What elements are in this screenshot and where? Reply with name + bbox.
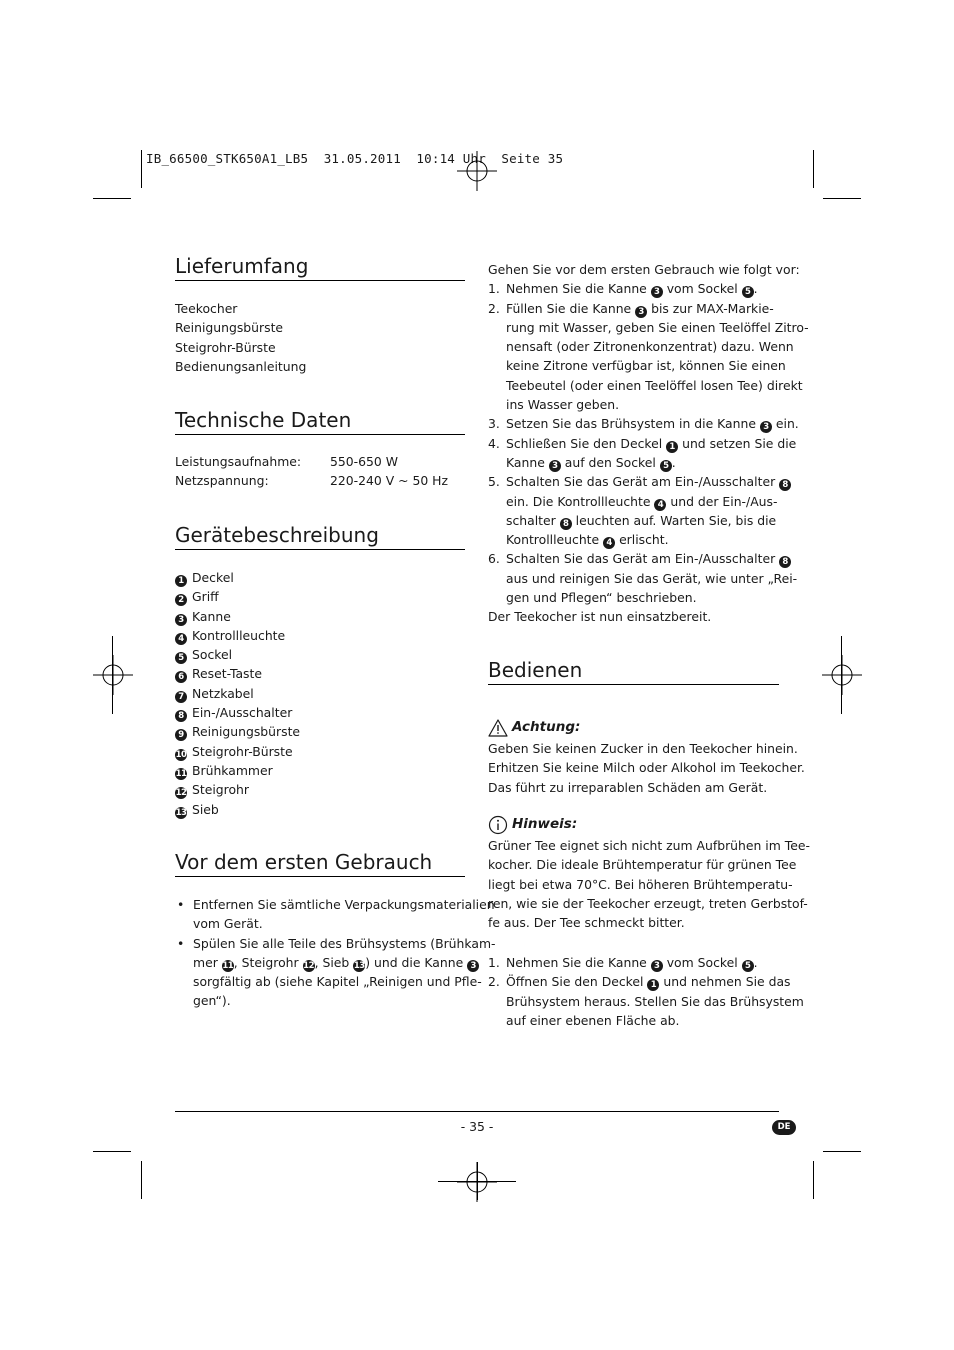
step-number: 1. bbox=[488, 281, 500, 297]
text-line: Entfernen Sie sämtliche Verpackungsmaterialien bbox=[193, 897, 495, 912]
text-line: vom Gerät. bbox=[193, 916, 263, 932]
list-item bbox=[175, 761, 465, 780]
part-label: Sockel bbox=[192, 647, 233, 663]
print-slug: IB_66500_STK650A1_LB5 31.05.2011 10:14 Uhr Seite 35 bbox=[146, 151, 564, 166]
list-item bbox=[175, 684, 465, 703]
text-line: Das führt zu irreparablen Schäden am Gerät. bbox=[488, 779, 768, 795]
part-number-badge: 12 bbox=[175, 788, 187, 799]
part-number-badge: 11 bbox=[175, 768, 187, 779]
note-heading bbox=[488, 814, 779, 836]
text-line: Spülen Sie alle Teile des Brühsystems (Brühkam- bbox=[193, 935, 496, 951]
part-label: Deckel bbox=[192, 570, 234, 585]
text-line bbox=[193, 953, 476, 972]
part-label: Ein-/Ausschalter bbox=[192, 705, 293, 721]
list-item bbox=[488, 472, 788, 549]
heading-technische-daten: Technische Daten bbox=[175, 407, 465, 435]
registration-mark-icon bbox=[93, 655, 133, 695]
part-number-badge: 3 bbox=[549, 460, 561, 472]
bedienen-steps bbox=[488, 953, 804, 1030]
text-fragment: erlischt. bbox=[619, 532, 669, 548]
text-fragment: Schließen Sie den Deckel bbox=[506, 435, 663, 451]
text-line: ins Wasser geben. bbox=[506, 397, 620, 413]
list-item bbox=[175, 587, 465, 606]
part-label: Brühkammer bbox=[192, 762, 273, 778]
text-fragment: Setzen Sie das Brühsystem in die Kanne bbox=[506, 416, 756, 432]
outro-text: Der Teekocher ist nun einsatzbereit. bbox=[488, 609, 712, 625]
warning-icon bbox=[488, 719, 508, 737]
text-line bbox=[506, 299, 779, 318]
part-label: Steigrohr bbox=[192, 782, 250, 798]
text-line: aus und reinigen Sie das Gerät, wie unter „Rei- bbox=[506, 570, 798, 586]
part-number-badge: 6 bbox=[175, 671, 187, 683]
list-item bbox=[488, 299, 809, 415]
part-number-badge: 5 bbox=[660, 460, 672, 472]
text-line bbox=[506, 414, 799, 433]
list-item bbox=[175, 626, 465, 645]
text-line: ren, wie sie der Teekocher erzeugt, treten Gerbstof- bbox=[488, 895, 808, 911]
part-number-badge: 13 bbox=[353, 960, 365, 971]
list-item bbox=[175, 722, 465, 741]
text-fragment: . bbox=[671, 454, 676, 470]
text-line: auf einer ebenen Fläche ab. bbox=[506, 1012, 680, 1028]
bullet: • bbox=[177, 897, 185, 912]
heading-vor-dem-ersten-gebrauch: Vor dem ersten Gebrauch bbox=[175, 849, 465, 877]
text-line: rung mit Wasser, geben Sie einen Teelöffel Zitro- bbox=[506, 319, 809, 335]
crop-mark bbox=[477, 1162, 478, 1200]
crop-mark bbox=[141, 1161, 142, 1199]
text-fragment: mer bbox=[193, 954, 218, 970]
list-item bbox=[175, 742, 465, 761]
part-number-badge: 3 bbox=[651, 960, 663, 972]
text-fragment: ein. bbox=[775, 416, 799, 432]
part-number-badge: 4 bbox=[603, 537, 615, 549]
crop-mark bbox=[813, 1161, 814, 1199]
part-number-badge: 1 bbox=[666, 441, 678, 453]
lieferumfang-list bbox=[175, 299, 465, 376]
part-number-badge: 8 bbox=[779, 556, 791, 568]
part-label: Sieb bbox=[192, 801, 219, 817]
part-number-badge: 3 bbox=[651, 286, 663, 298]
text-line: Brühsystem heraus. Stellen Sie das Brühsystem bbox=[506, 993, 804, 1009]
text-fragment: , Steigrohr bbox=[233, 954, 299, 970]
list-item bbox=[175, 568, 465, 587]
preparation-steps bbox=[488, 260, 809, 627]
list-item bbox=[175, 780, 465, 799]
text-fragment: ) und die Kanne bbox=[365, 954, 464, 970]
text-line: Geben Sie keinen Zucker in den Teekocher hinein. bbox=[488, 741, 798, 756]
part-number-badge: 8 bbox=[175, 710, 187, 722]
text-line bbox=[506, 530, 779, 549]
text-line bbox=[506, 549, 788, 568]
part-label: Griff bbox=[192, 589, 219, 605]
part-label: Steigrohr-Bürste bbox=[192, 743, 293, 759]
spec-key: Netzspannung: bbox=[175, 473, 269, 489]
text-line: fe aus. Der Tee schmeckt bitter. bbox=[488, 915, 685, 931]
part-label: Reset-Taste bbox=[192, 666, 262, 682]
step-number: 2. bbox=[488, 300, 500, 316]
text-fragment: vom Sockel bbox=[666, 955, 738, 970]
list-item bbox=[175, 607, 465, 626]
list-item: Bedienungsanleitung bbox=[175, 358, 307, 374]
text-line: sorgfältig ab (siehe Kapitel „Reinigen und Pfle- bbox=[193, 974, 482, 990]
list-item bbox=[488, 549, 798, 607]
text-fragment: Schalten Sie das Gerät am Ein-/Ausschalter bbox=[506, 551, 776, 567]
text-line: Grüner Tee eignet sich nicht zum Aufbrühen im Tee- bbox=[488, 838, 810, 853]
text-fragment: und der Ein-/Aus- bbox=[670, 493, 778, 509]
text-line bbox=[506, 511, 779, 530]
text-line bbox=[506, 434, 797, 453]
bullet: • bbox=[177, 935, 185, 951]
list-item bbox=[488, 414, 799, 433]
part-number-badge: 4 bbox=[175, 633, 187, 645]
text-line bbox=[506, 492, 779, 511]
part-number-badge: 3 bbox=[175, 614, 187, 626]
text-line bbox=[506, 953, 779, 972]
step-number: 4. bbox=[488, 435, 500, 451]
heading-lieferumfang: Lieferumfang bbox=[175, 253, 465, 281]
part-label: Kontrollleuchte bbox=[192, 627, 286, 643]
registration-mark-icon bbox=[457, 151, 497, 191]
step-number: 6. bbox=[488, 551, 500, 567]
part-number-badge: 3 bbox=[635, 306, 647, 318]
crop-mark bbox=[813, 150, 814, 188]
list-item bbox=[488, 279, 779, 298]
list-item: Steigrohr-Bürste bbox=[175, 339, 276, 355]
spec-row bbox=[175, 452, 465, 471]
list-item bbox=[488, 434, 797, 473]
spec-value: 220-240 V ~ 50 Hz bbox=[330, 473, 448, 489]
text-fragment: und nehmen Sie das bbox=[663, 974, 791, 990]
text-fragment: Nehmen Sie die Kanne bbox=[506, 955, 647, 970]
step-number: 5. bbox=[488, 474, 500, 490]
list-item bbox=[175, 703, 465, 722]
registration-mark-icon bbox=[822, 655, 862, 695]
text-line: kocher. Die ideale Brühtemperatur für grünen Tee bbox=[488, 857, 797, 873]
spec-key: Leistungsaufnahme: bbox=[175, 454, 302, 469]
crop-mark bbox=[141, 150, 142, 188]
text-line bbox=[506, 472, 788, 491]
text-fragment: und setzen Sie die bbox=[682, 435, 797, 451]
part-number-badge: 9 bbox=[175, 729, 187, 741]
note-heading bbox=[488, 717, 779, 739]
text-fragment: , Sieb bbox=[314, 954, 350, 970]
list-item bbox=[175, 664, 465, 683]
step-list bbox=[488, 279, 809, 607]
step-number: 2. bbox=[488, 974, 500, 990]
part-number-badge: 10 bbox=[175, 749, 187, 760]
part-number-badge: 5 bbox=[175, 652, 187, 664]
crop-mark bbox=[823, 1151, 861, 1152]
crop-mark bbox=[823, 198, 861, 199]
part-number-badge: 2 bbox=[175, 594, 187, 606]
step-number: 3. bbox=[488, 416, 500, 432]
note-title: Hinweis: bbox=[512, 816, 578, 833]
part-number-badge: 1 bbox=[175, 575, 187, 587]
text-line: gen“). bbox=[193, 993, 231, 1009]
part-number-badge: 11 bbox=[222, 960, 234, 971]
crop-mark bbox=[841, 636, 842, 714]
text-line: Erhitzen Sie keine Milch oder Alkohol im Teekocher. bbox=[488, 760, 805, 776]
part-label: Kanne bbox=[192, 608, 231, 624]
text-fragment: vom Sockel bbox=[666, 281, 738, 297]
text-line: nensaft (oder Zitronenkonzentrat) dazu. Wenn bbox=[506, 339, 794, 355]
text-fragment: Kanne bbox=[506, 454, 545, 470]
step-number: 1. bbox=[488, 955, 500, 970]
crop-mark bbox=[93, 1151, 131, 1152]
parts-list bbox=[175, 568, 465, 819]
list-item: Reinigungsbürste bbox=[175, 320, 284, 336]
list-item bbox=[175, 934, 496, 1011]
text-fragment: bis zur MAX-Markie- bbox=[651, 300, 774, 316]
info-icon bbox=[488, 815, 508, 835]
heading-bedienen: Bedienen bbox=[488, 657, 779, 685]
part-number-badge: 8 bbox=[560, 518, 572, 530]
part-label: Netzkabel bbox=[192, 685, 254, 701]
text-fragment: . bbox=[753, 955, 758, 970]
crop-mark bbox=[112, 636, 113, 714]
crop-mark bbox=[93, 198, 131, 199]
list-item: Teekocher bbox=[175, 301, 238, 316]
hinweis-note bbox=[488, 814, 810, 932]
list-item bbox=[175, 645, 465, 664]
list-item bbox=[175, 895, 495, 934]
footer-rule bbox=[175, 1111, 779, 1112]
part-number-badge: 7 bbox=[175, 691, 187, 703]
list-item bbox=[175, 800, 465, 819]
part-number-badge: 13 bbox=[175, 807, 187, 818]
text-line bbox=[506, 279, 779, 298]
spec-table bbox=[175, 452, 465, 491]
text-fragment: Nehmen Sie die Kanne bbox=[506, 281, 647, 297]
text-fragment: Kontrollleuchte bbox=[506, 532, 600, 548]
text-line bbox=[506, 453, 779, 472]
text-line: gen und Pflegen“ beschrieben. bbox=[506, 590, 697, 606]
text-fragment: schalter bbox=[506, 512, 556, 528]
part-number-badge: 5 bbox=[742, 286, 754, 298]
part-label: Reinigungsbürste bbox=[192, 724, 301, 740]
text-fragment: auf den Sockel bbox=[564, 454, 656, 470]
list-item bbox=[488, 972, 804, 1030]
part-number-badge: 3 bbox=[467, 960, 479, 972]
preparation-bullets bbox=[175, 895, 496, 1011]
text-fragment: Schalten Sie das Gerät am Ein-/Ausschalter bbox=[506, 474, 776, 490]
list-item bbox=[488, 953, 779, 972]
part-number-badge: 5 bbox=[742, 960, 754, 972]
part-number-badge: 8 bbox=[779, 479, 791, 491]
achtung-note bbox=[488, 717, 805, 797]
text-fragment: . bbox=[753, 281, 758, 297]
text-line: Teebeutel (oder einen Teelöffel losen Tee) direkt bbox=[506, 377, 803, 393]
language-badge: DE bbox=[772, 1120, 796, 1135]
note-title: Achtung: bbox=[512, 719, 581, 736]
spec-value: 550-650 W bbox=[330, 454, 398, 469]
page-number: - 35 - bbox=[460, 1119, 494, 1134]
part-number-badge: 1 bbox=[647, 979, 659, 991]
text-fragment: Füllen Sie die Kanne bbox=[506, 300, 632, 316]
heading-geraetebeschreibung: Gerätebeschreibung bbox=[175, 522, 465, 550]
text-line: keine Zitrone verfügbar ist, können Sie einen bbox=[506, 358, 786, 374]
text-line: liegt bei etwa 70°C. Bei höheren Brühtemperatu- bbox=[488, 876, 793, 892]
text-fragment: leuchten auf. Warten Sie, bis die bbox=[575, 512, 777, 528]
text-fragment: Öffnen Sie den Deckel bbox=[506, 974, 644, 990]
part-number-badge: 4 bbox=[654, 499, 666, 511]
part-number-badge: 12 bbox=[303, 960, 315, 971]
spec-row bbox=[175, 471, 465, 490]
text-line bbox=[506, 972, 791, 991]
intro-text: Gehen Sie vor dem ersten Gebrauch wie folgt vor: bbox=[488, 262, 800, 277]
part-number-badge: 3 bbox=[760, 421, 772, 433]
text-fragment: ein. Die Kontrollleuchte bbox=[506, 493, 651, 509]
